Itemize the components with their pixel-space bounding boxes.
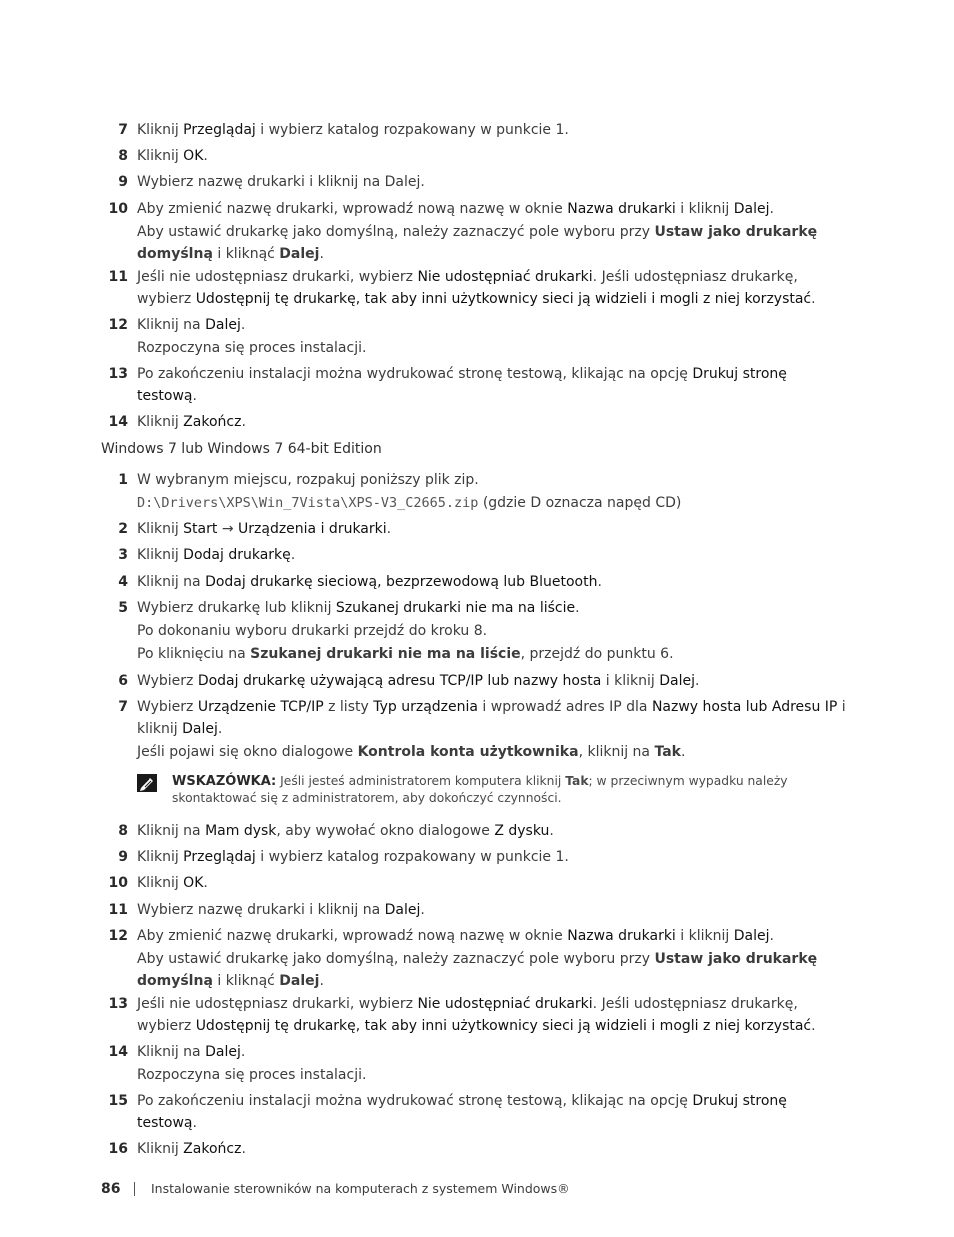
step-number: 7 bbox=[118, 699, 128, 715]
step-number: 11 bbox=[108, 269, 128, 285]
step-text: Jeśli nie udostępniasz drukarki, wybierz Nie udostępniać drukarki. Jeśli udostępniasz drukarkę, wybierz Udostępnij tę drukarkę, tak aby inni użytkownicy sieci ją widzieli i mogli z niej korzystać. bbox=[137, 269, 816, 307]
step-number: 6 bbox=[118, 673, 128, 689]
step-text: Wybierz nazwę drukarki i kliknij na Dalej. bbox=[137, 902, 425, 918]
step-text: Kliknij Zakończ. bbox=[137, 414, 246, 430]
step-number: 3 bbox=[118, 547, 128, 563]
footer-separator bbox=[134, 1182, 135, 1196]
section-heading: Windows 7 lub Windows 7 64-bit Edition bbox=[101, 441, 382, 457]
step-subtext: Po kliknięciu na Szukanej drukarki nie ma na liście, przejdź do punktu 6. bbox=[137, 646, 674, 662]
step-number: 5 bbox=[118, 600, 128, 616]
step-subtext: Aby ustawić drukarkę jako domyślną, należy zaznaczyć pole wyboru przy Ustaw jako drukarkę domyślną i kliknąć Dalej. bbox=[137, 224, 818, 262]
step-subtext: Jeśli pojawi się okno dialogowe Kontrola konta użytkownika, kliknij na Tak. bbox=[137, 744, 686, 760]
step-text: Wybierz drukarkę lub kliknij Szukanej drukarki nie ma na liście. bbox=[137, 600, 580, 616]
step-text: Po zakończeniu instalacji można wydrukować stronę testową, klikając na opcję Drukuj stronę testową. bbox=[137, 366, 787, 404]
step-text: Kliknij OK. bbox=[137, 148, 208, 164]
step-number: 12 bbox=[108, 317, 128, 333]
step-text: Aby zmienić nazwę drukarki, wprowadź nową nazwę w oknie Nazwa drukarki i kliknij Dalej. bbox=[137, 928, 774, 944]
step-text: Kliknij Przeglądaj i wybierz katalog rozpakowany w punkcie 1. bbox=[137, 122, 569, 138]
step-text: Kliknij OK. bbox=[137, 875, 208, 891]
step-text: Kliknij Start → Urządzenia i drukarki. bbox=[137, 521, 392, 537]
step-number: 13 bbox=[108, 366, 128, 382]
step-number: 16 bbox=[108, 1141, 128, 1157]
step-text: Wybierz Urządzenie TCP/IP z listy Typ urządzenia i wprowadź adres IP dla Nazwy hosta lub Adresu IP i kliknij Dalej. bbox=[137, 699, 846, 737]
step-number: 2 bbox=[118, 521, 128, 537]
step-number: 4 bbox=[118, 574, 128, 590]
step-number: 7 bbox=[118, 122, 128, 138]
page-number: 86 bbox=[101, 1181, 121, 1197]
step-number: 15 bbox=[108, 1093, 128, 1109]
step-number: 10 bbox=[108, 875, 128, 891]
step-number: 9 bbox=[118, 174, 128, 190]
footer-title: Instalowanie sterowników na komputerach z systemem Windows® bbox=[151, 1181, 570, 1196]
step-text: W wybranym miejscu, rozpakuj poniższy plik zip. bbox=[137, 472, 479, 488]
step-number: 10 bbox=[108, 201, 128, 217]
note-title: WSKAZÓWKA: bbox=[172, 774, 277, 789]
step-number: 1 bbox=[118, 472, 128, 488]
step-subtext: Rozpoczyna się proces instalacji. bbox=[137, 1067, 367, 1083]
step-subtext: Rozpoczyna się proces instalacji. bbox=[137, 340, 367, 356]
step-number: 9 bbox=[118, 849, 128, 865]
step-number: 8 bbox=[118, 823, 128, 839]
note-pencil-icon bbox=[137, 774, 157, 792]
step-number: 11 bbox=[108, 902, 128, 918]
step-text: Jeśli nie udostępniasz drukarki, wybierz Nie udostępniać drukarki. Jeśli udostępniasz drukarkę, wybierz Udostępnij tę drukarkę, tak aby inni użytkownicy sieci ją widzieli i mogli z niej korzystać. bbox=[137, 996, 816, 1034]
step-number: 12 bbox=[108, 928, 128, 944]
step-text: Kliknij na Dodaj drukarkę sieciową, bezprzewodową lub Bluetooth. bbox=[137, 574, 602, 590]
step-subtext: Aby ustawić drukarkę jako domyślną, należy zaznaczyć pole wyboru przy Ustaw jako drukarkę domyślną i kliknąć Dalej. bbox=[137, 951, 818, 989]
note-text bbox=[172, 773, 827, 807]
step-subtext: D:\Drivers\XPS\Win_7Vista\XPS-V3_C2665.zip (gdzie D oznacza napęd CD) bbox=[137, 495, 682, 511]
step-number: 13 bbox=[108, 996, 128, 1012]
step-text: Wybierz Dodaj drukarkę używającą adresu TCP/IP lub nazwy hosta i kliknij Dalej. bbox=[137, 673, 700, 689]
step-text: Kliknij Dodaj drukarkę. bbox=[137, 547, 296, 563]
step-number: 14 bbox=[108, 414, 128, 430]
step-text: Kliknij na Mam dysk, aby wywołać okno dialogowe Z dysku. bbox=[137, 823, 554, 839]
note-body: Jeśli jesteś administratorem komputera kliknij Tak; w przeciwnym wypadku należy skontaktować się z administratorem, aby dokończyć czynności. bbox=[172, 774, 788, 805]
step-text: Po zakończeniu instalacji można wydrukować stronę testową, klikając na opcję Drukuj stronę testową. bbox=[137, 1093, 787, 1131]
step-text: Kliknij na Dalej. bbox=[137, 1044, 246, 1060]
step-number: 14 bbox=[108, 1044, 128, 1060]
step-text: Kliknij na Dalej. bbox=[137, 317, 246, 333]
step-number: 8 bbox=[118, 148, 128, 164]
page-footer bbox=[0, 1178, 954, 1200]
step-text: Kliknij Zakończ. bbox=[137, 1141, 246, 1157]
step-text: Wybierz nazwę drukarki i kliknij na Dalej. bbox=[137, 174, 425, 190]
step-text: Kliknij Przeglądaj i wybierz katalog rozpakowany w punkcie 1. bbox=[137, 849, 569, 865]
step-text: Aby zmienić nazwę drukarki, wprowadź nową nazwę w oknie Nazwa drukarki i kliknij Dalej. bbox=[137, 201, 774, 217]
step-subtext: Po dokonaniu wyboru drukarki przejdź do kroku 8. bbox=[137, 623, 488, 639]
